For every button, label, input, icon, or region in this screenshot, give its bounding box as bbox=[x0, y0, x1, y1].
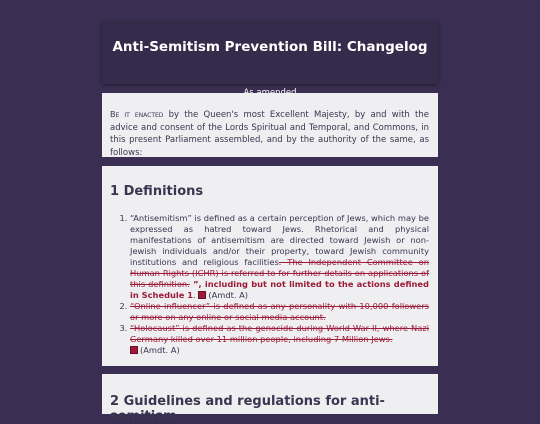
section-1-heading: 1 Definitions bbox=[110, 184, 204, 199]
struck-text: “Holocaust” is defined as the genocide during World War II, where Nazi Germany killed over 11 million people, including 7 Million Jews. bbox=[130, 323, 429, 344]
amendment-marker-icon[interactable] bbox=[130, 346, 138, 354]
definition-text: “Antisemitism” is defined as a certain perception of Jews, which may be expressed as hatred toward Jews. Rhetorical and physical manifestations of antisemitism are directed toward Jewish or non-Jewish individuals and/or their property, toward Jewish community institutions and religious facilities bbox=[130, 213, 429, 267]
definition-item-holocaust bbox=[130, 323, 429, 356]
struck-text: “Online influencer” is defined as any personality with 10,000 followers or more on any online or social media account. bbox=[130, 301, 429, 322]
definition-item-antisemitism: 1. “Antisemitism” is defined as a certain perception of Jews, which may be expressed as hatred toward Jews. Rhetorical and physical manifestations of antisemitism are directed toward Jewish or non-Jewish individuals and/or their property, toward Jewish community institutions and religious facilities. The Independent Committee on Human Rights (ICHR) is referred to for further details on applications of this definition. ”, including but not limited to the actions defined in Schedule 1. (Amdt. A) bbox=[130, 213, 429, 301]
definitions-list bbox=[110, 213, 429, 356]
enacting-text: by the Queen's most Excellent Majesty, by and with the advice and consent of the Lords Spiritual and Temporal, and Commons, in this present Parliament assembled, and by the authority of the same, as follows: bbox=[110, 110, 429, 158]
enacting-lead: Be it enacted bbox=[110, 110, 164, 119]
page-title: Anti-Semitism Prevention Bill: Changelog bbox=[112, 39, 428, 55]
enacting-clause bbox=[102, 93, 438, 157]
definitions-section bbox=[102, 166, 438, 366]
amendment-marker-icon[interactable] bbox=[198, 291, 206, 299]
section-2-heading: 2 Guidelines and regulations for anti-semitism bbox=[110, 394, 385, 424]
definition-item-online-influencer bbox=[130, 301, 429, 323]
struck-text: . The Independent Committee on Human Rights (ICHR) is referred to for further details on applications of this definition. bbox=[130, 257, 429, 289]
page-header bbox=[102, 22, 438, 84]
amendment-label: (Amdt. A) bbox=[208, 290, 249, 300]
amendment-label: (Amdt. A) bbox=[140, 345, 180, 355]
guidelines-section bbox=[102, 374, 438, 424]
inserted-text: ”, including but not limited to the actions defined in Schedule 1 bbox=[130, 279, 429, 300]
